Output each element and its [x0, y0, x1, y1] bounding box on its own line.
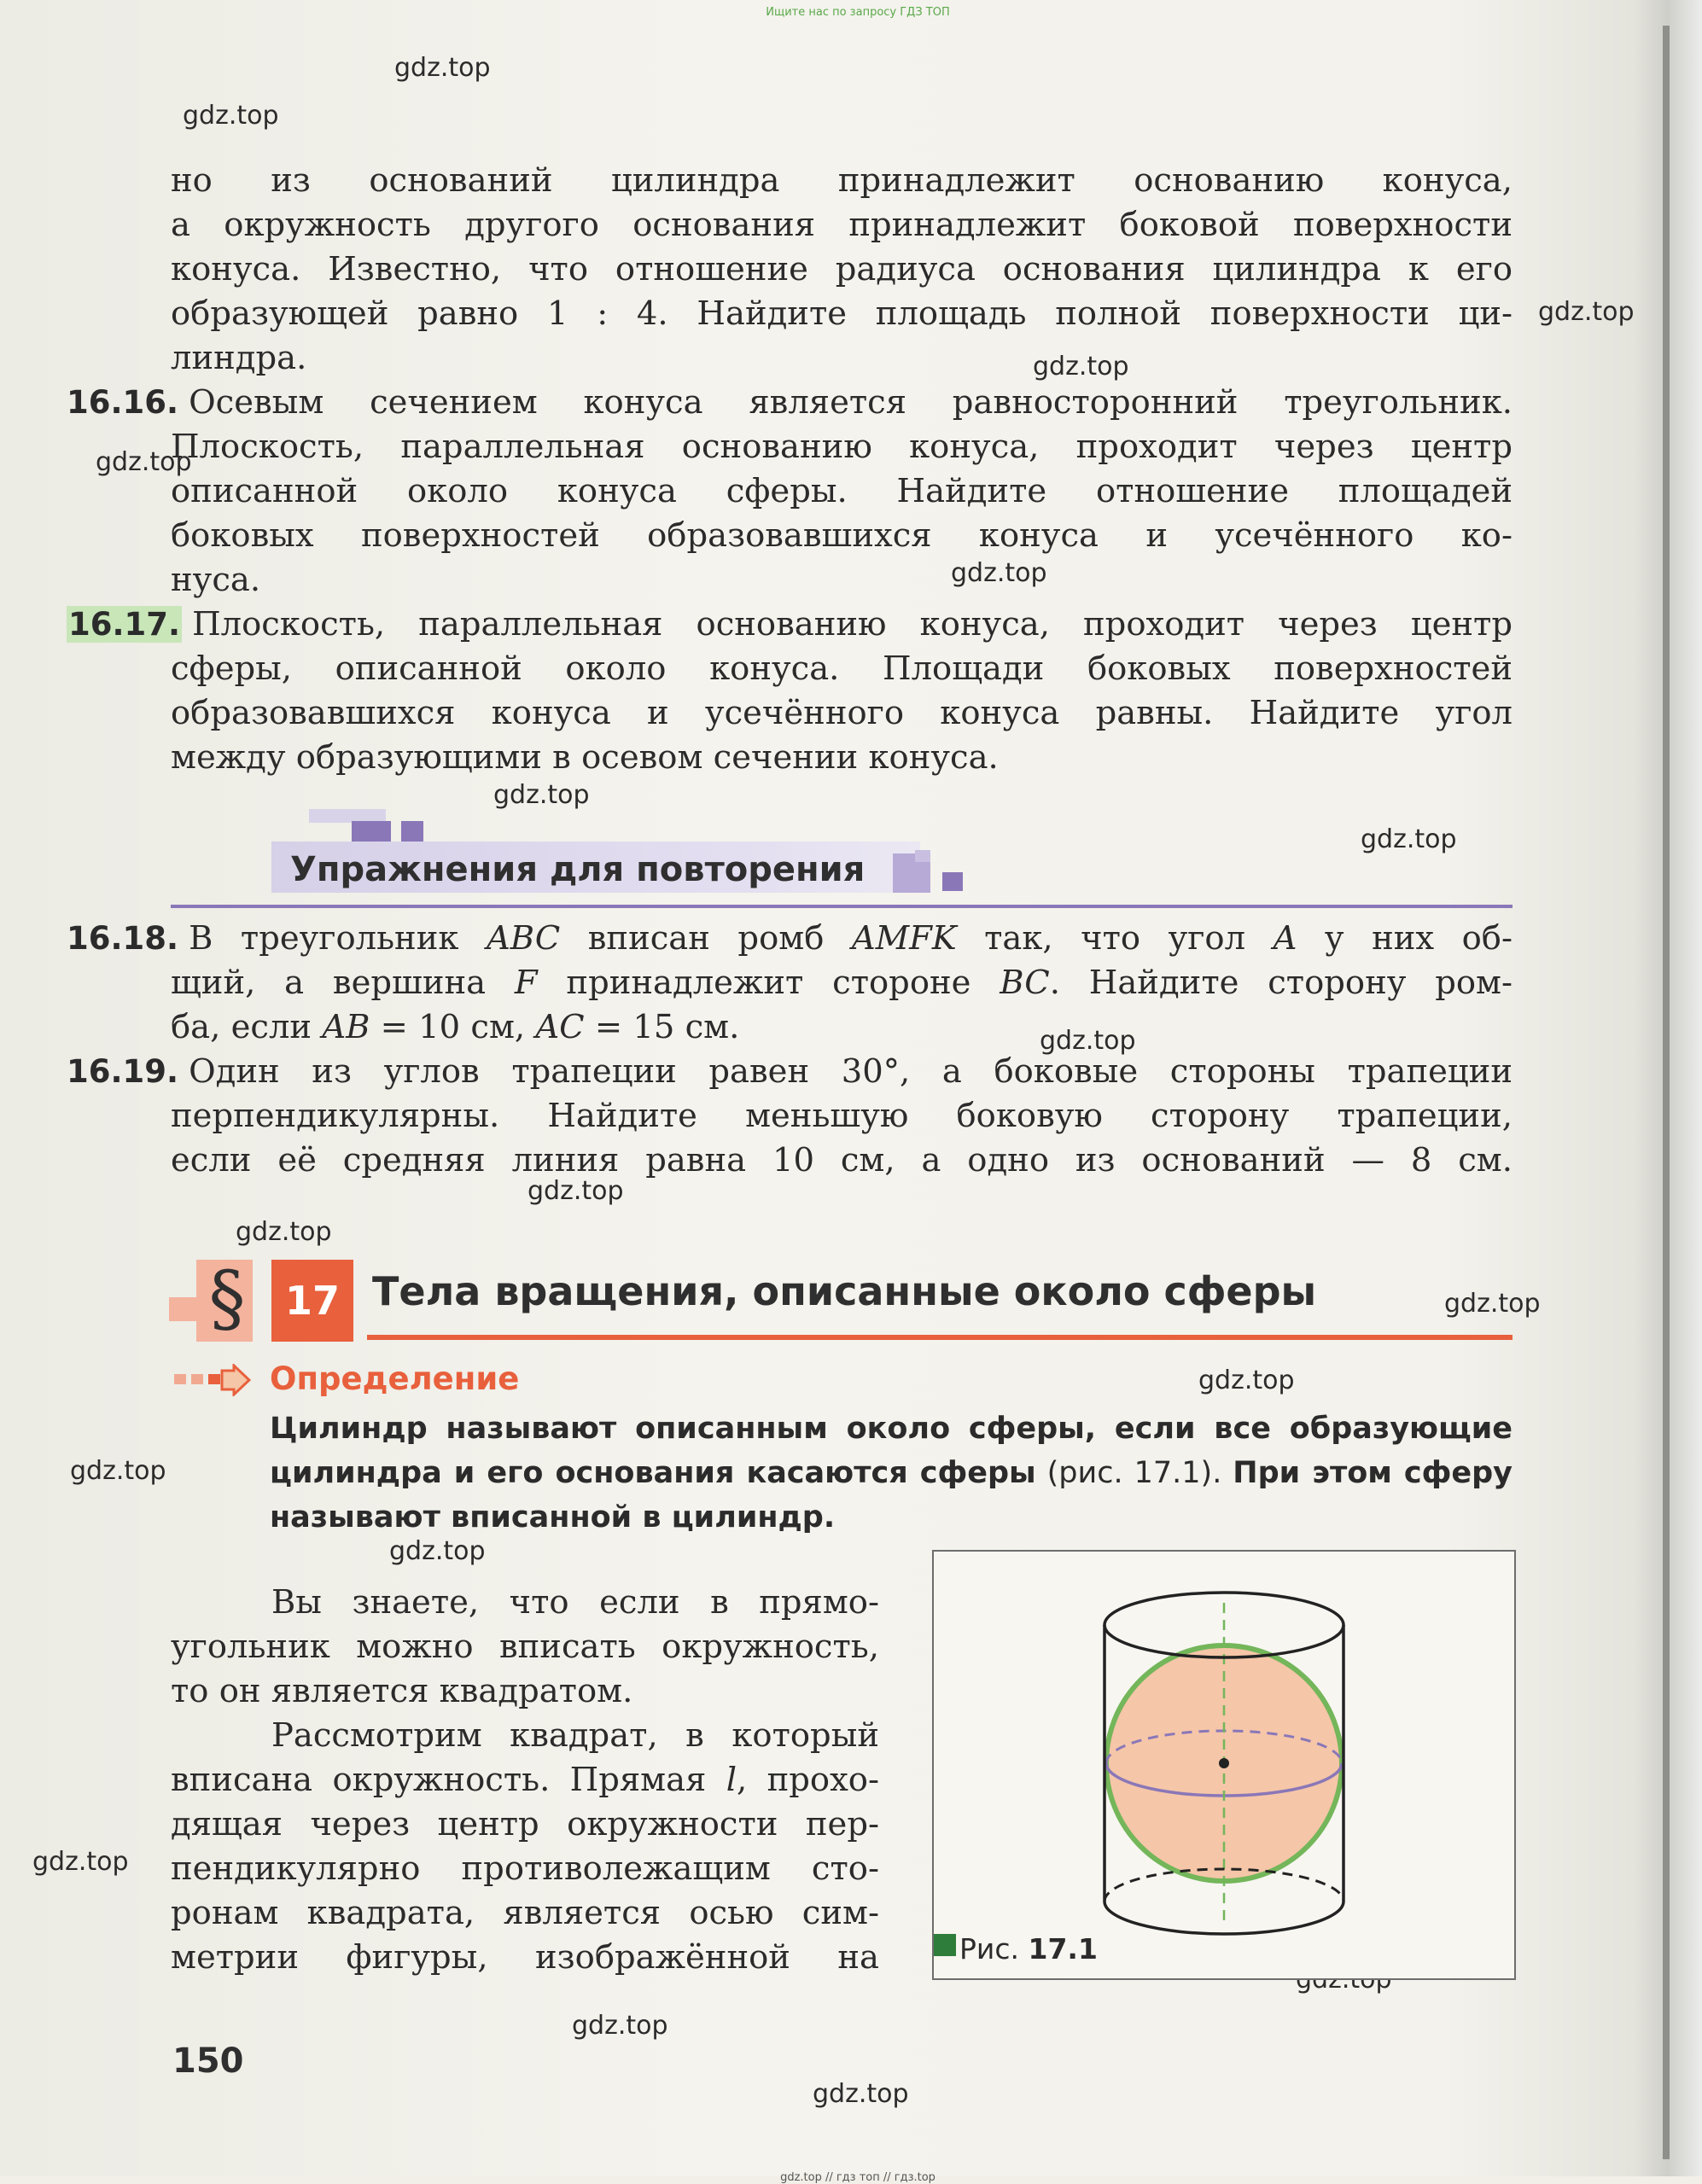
page-number: 150 [172, 2041, 244, 2081]
text-line: линдра. [171, 339, 307, 377]
review-heading: Упражнения для повторения [290, 850, 866, 889]
definition-label: Определение [270, 1360, 520, 1397]
review-rule [171, 905, 1513, 908]
text-line: образующей равно 1 : 4. Найдите площадь полной поверхности ци- [171, 294, 1513, 333]
section-rule [367, 1335, 1513, 1340]
text-fragment: щий, а вершина [171, 964, 515, 1002]
text-line: конуса. Известно, что отношение радиуса основания цилиндра к его [171, 250, 1513, 288]
page-edge [1663, 26, 1670, 2159]
text-line [171, 1005, 1513, 1050]
section-title: Тела вращения, описанные около сферы [372, 1268, 1317, 1314]
text-line: если её средняя линия равна 10 см, а одно из оснований — 8 см. [171, 1141, 1513, 1179]
text-line [270, 1451, 1513, 1495]
text-line: но из оснований цилиндра принадлежит основанию конуса, [171, 161, 1513, 200]
definition-arrow-icon [220, 1364, 251, 1396]
text-line: дящая через центр окружности пер- [171, 1805, 879, 1843]
watermark: gdz.top [572, 2011, 668, 2041]
text-fragment: ба, если [171, 1008, 323, 1046]
figure-17-1 [932, 1550, 1516, 1980]
exercise-number: 16.16. [67, 384, 179, 421]
text-fragment: вписан ромб [560, 919, 852, 958]
exercise-16-19 [67, 1050, 1513, 1183]
cylinder-sphere-diagram [934, 1552, 1514, 1978]
watermark: gdz.top [1361, 824, 1457, 854]
watermark: gdz.top [1538, 297, 1635, 327]
watermark: gdz.top [1444, 1289, 1541, 1319]
text-fragment: В треугольник [189, 919, 487, 958]
watermark: gdz.top [70, 1456, 166, 1486]
caption-number: 17.1 [1028, 1932, 1098, 1966]
caption-prefix: Рис. [959, 1932, 1019, 1966]
watermark: gdz.top [1033, 352, 1129, 381]
text-fragment: При этом сферу [1233, 1456, 1513, 1490]
text-fragment: . Найдите сторону ром- [1049, 964, 1513, 1002]
text-line: угольник можно вписать окружность, [171, 1628, 879, 1666]
text-fragment: , прохо- [737, 1761, 879, 1799]
text-line: метрии фигуры, изображённой на [171, 1938, 879, 1977]
watermark: gdz.top [32, 1847, 129, 1877]
math-var: ABC [486, 919, 561, 958]
text-line: Цилиндр называют описанным около сферы, если все образующие [270, 1412, 1513, 1446]
watermark: gdz.top [813, 2079, 909, 2109]
text-line: Рассмотрим квадрат, в который [271, 1716, 879, 1755]
banner-decor [401, 821, 423, 842]
text-line: боковых поверхностей образовавшихся конуса и усечённого ко- [171, 516, 1513, 555]
text-fragment: вписана окружность. Прямая [171, 1761, 726, 1799]
text-line-content: Осевым сечением конуса является равносторонний треугольник. [189, 383, 1513, 422]
text-line: пендикулярно противолежащим сто- [171, 1849, 879, 1888]
text-line [171, 961, 1513, 1005]
text-line: сферы, описанной около конуса. Площади боковых поверхностей [171, 649, 1513, 688]
bottom-note: gdz.top // гдз топ // гдз.top [780, 2171, 936, 2184]
text-line [67, 1050, 1513, 1094]
watermark: gdz.top [389, 1536, 486, 1566]
watermark: gdz.top [236, 1217, 332, 1247]
math-var: AMFK [851, 919, 957, 958]
intro-paragraph [171, 159, 1513, 381]
watermark: gdz.top [493, 780, 590, 810]
figure-caption [959, 1932, 1098, 1966]
exercise-number: 16.18. [67, 920, 179, 957]
watermark: gdz.top [394, 53, 491, 83]
caption-marker [934, 1934, 956, 1956]
watermark: gdz.top [1040, 1026, 1136, 1056]
math-var: F [514, 964, 538, 1002]
definition-arrow-icon [208, 1374, 220, 1384]
text-fragment: = 10 см, [370, 1008, 536, 1046]
text-line: называют вписанной в цилиндр. [270, 1500, 836, 1535]
top-note: Ищите нас по запросу ГДЗ ТОП [766, 6, 950, 19]
exercise-16-18 [67, 917, 1513, 1050]
section-symbol: § [208, 1256, 246, 1342]
exercise-16-17 [68, 603, 1513, 780]
text-line: образовавшихся конуса и усечённого конуса равны. Найдите угол [171, 694, 1513, 732]
watermark: gdz.top [1198, 1366, 1295, 1395]
definition-arrow-icon [174, 1374, 186, 1384]
math-var: A [1273, 919, 1297, 958]
text-fragment: (рис. 17.1). [1035, 1456, 1233, 1490]
text-line: Вы знаете, что если в прямо- [271, 1583, 879, 1622]
banner-decor [352, 821, 391, 842]
text-fragment: цилиндра и его основания касаются сферы [270, 1456, 1036, 1490]
text-line-content: Плоскость, параллельная основанию конуса, проходит через центр [192, 605, 1513, 644]
text-line [67, 381, 1513, 425]
banner-decor [915, 850, 930, 862]
text-fragment: = 15 см. [584, 1008, 740, 1046]
text-line: то он является квадратом. [171, 1672, 633, 1710]
text-line: описанной около конуса сферы. Найдите отношение площадей [171, 472, 1513, 510]
text-fragment: у них об- [1297, 919, 1513, 958]
watermark: gdz.top [183, 101, 279, 131]
definition-arrow-icon [191, 1374, 203, 1384]
body-paragraph [171, 1581, 879, 1980]
text-line [67, 917, 1513, 961]
math-var: BC [1000, 964, 1050, 1002]
exercise-number: 16.19. [67, 1053, 179, 1090]
text-line: между образующими в осевом сечении конуса. [171, 738, 999, 777]
text-line: Плоскость, параллельная основанию конуса, проходит через центр [171, 428, 1513, 466]
banner-decor [942, 872, 963, 891]
text-fragment: так, что угол [956, 919, 1274, 958]
text-line [68, 603, 1513, 647]
text-fragment: принадлежит стороне [537, 964, 1000, 1002]
watermark: gdz.top [528, 1176, 624, 1206]
text-line-content: Один из углов трапеции равен 30°, а боковые стороны трапеции [189, 1052, 1513, 1091]
definition-text [270, 1406, 1513, 1540]
text-line: ронам квадрата, является осью сим- [171, 1894, 879, 1932]
watermark: gdz.top [951, 558, 1047, 588]
exercise-number: 16.17. [68, 606, 181, 643]
math-var: AC [535, 1008, 585, 1046]
text-line: перпендикулярны. Найдите меньшую боковую сторону трапеции, [171, 1097, 1513, 1135]
text-line: нуса. [171, 561, 261, 599]
watermark: gdz.top [96, 447, 192, 477]
math-var: l [726, 1761, 737, 1799]
text-line [171, 1758, 879, 1803]
text-line: а окружность другого основания принадлежит боковой поверхности [171, 206, 1513, 244]
math-var: AB [322, 1008, 370, 1046]
section-number: 17 [284, 1278, 340, 1324]
